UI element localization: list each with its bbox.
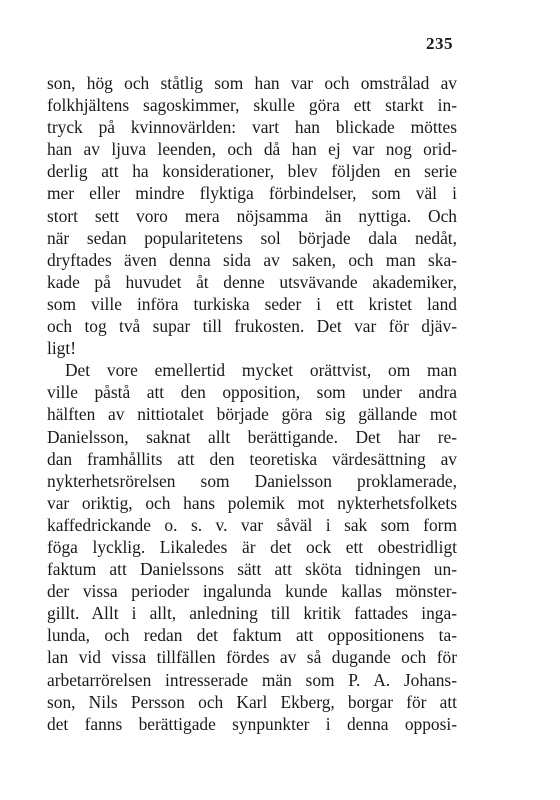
text-line: derlig att ha konsiderationer, blev följden en serie (47, 161, 457, 182)
text-line: folkhjältens sagoskimmer, skulle göra ett starkt in- (47, 95, 457, 116)
text-line: när sedan popularitetens sol började dala nedåt, (47, 227, 457, 248)
text-line: gillt. Allt i allt, anledning till kritik fattades inga- (47, 603, 457, 624)
text-line: son, hög och ståtlig som han var och omstrålad av (47, 73, 457, 93)
text-line: der vissa perioder ingalunda kunde kallas mönster- (47, 581, 457, 602)
text-line: han av ljuva leenden, och då han ej var nog orid- (47, 139, 457, 160)
text-line: dryftades även denna sida av saken, och man ska- (47, 249, 457, 270)
text-line: kaffedrickande o. s. v. var såväl i sak som form (47, 514, 457, 535)
text-line: var oriktig, och hans polemik mot nykterhetsfolkets (47, 492, 457, 513)
text-line: lan vid vissa tillfällen fördes av så dugande och för (47, 647, 457, 668)
text-line: tryck på kvinnovärlden: vart han blickade möttes (47, 117, 457, 138)
text-line: kade på huvudet åt denne utsvävande akademiker, (47, 271, 457, 292)
text-line: som ville införa turkiska seder i ett kristet land (47, 293, 457, 314)
text-line: föga lycklig. Likaledes är det ock ett obestridligt (47, 536, 457, 557)
paragraph-start-line: Det vore emellertid mycket orättvist, om man (65, 360, 457, 381)
text-line: dan framhållits att den teoretiska värdesättning av (47, 448, 457, 469)
text-line: ville påstå att den opposition, som under andra (47, 382, 457, 403)
text-line: Danielsson, saknat allt berättigande. Det har re- (47, 426, 457, 447)
paragraph-end-line: ligt! (47, 338, 76, 359)
text-line: lunda, och redan det faktum att oppositionens ta- (47, 625, 457, 646)
body-text (47, 72, 457, 735)
text-line: hälften av nittiotalet började göra sig gällande mot (47, 404, 457, 425)
text-line: och tog två supar till frukosten. Det var för djäv- (47, 316, 457, 337)
text-line: faktum att Danielssons sätt att sköta tidningen un- (47, 559, 457, 580)
text-line: det fanns berättigade synpunkter i denna opposi- (47, 713, 457, 734)
text-line: arbetarrörelsen intresserade män som P. A. Johans- (47, 669, 457, 690)
text-line: nykterhetsrörelsen som Danielsson proklamerade, (47, 470, 457, 491)
page-number: 235 (426, 34, 453, 53)
text-line: stort sett voro mera nöjsamma än nyttiga. Och (47, 205, 457, 226)
text-line: mer eller mindre flyktiga förbindelser, som väl i (47, 183, 457, 204)
text-line: son, Nils Persson och Karl Ekberg, borgar för att (47, 691, 457, 712)
